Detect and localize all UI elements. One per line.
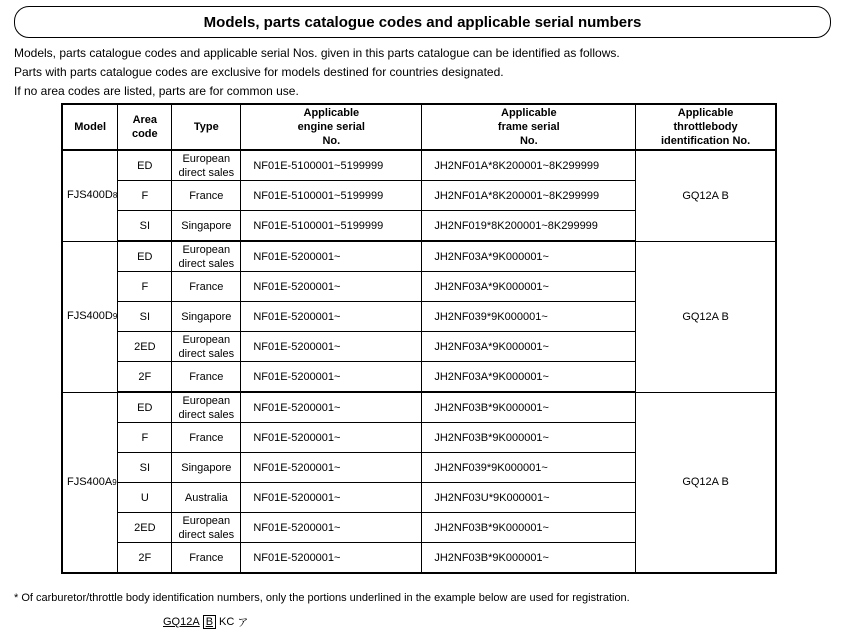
frame-serial-cell: JH2NF01A*8K200001~8K299999 <box>422 181 636 211</box>
page-title-box <box>14 6 831 38</box>
frame-serial-cell: JH2NF039*9K000001~ <box>422 302 636 332</box>
type-cell: European direct sales <box>172 332 241 362</box>
table-row <box>62 392 776 423</box>
header-frame-serial: Applicable frame serial No. <box>422 104 636 150</box>
frame-serial-cell: JH2NF03A*9K000001~ <box>422 332 636 362</box>
table-body <box>62 150 776 573</box>
engine-serial-cell: NF01E-5200001~ <box>241 332 422 362</box>
frame-serial-cell: JH2NF03A*9K000001~ <box>422 241 636 272</box>
footnote: * Of carburetor/throttle body identification numbers, only the portions underlined in the example below are used for registration. <box>14 592 630 604</box>
area-code-cell: 2ED <box>118 513 172 543</box>
throttlebody-id-cell: GQ12A B <box>636 392 776 573</box>
engine-serial-cell: NF01E-5100001~5199999 <box>241 211 422 242</box>
type-cell: European direct sales <box>172 392 241 423</box>
type-cell: France <box>172 423 241 453</box>
header-area-code: Area code <box>118 104 172 150</box>
area-code-cell: F <box>118 272 172 302</box>
page-title: Models, parts catalogue codes and applicable serial numbers <box>203 13 642 31</box>
table-header-row <box>62 104 776 150</box>
example-underlined-code: GQ12A <box>163 616 200 628</box>
type-cell: European direct sales <box>172 513 241 543</box>
area-code-cell: ED <box>118 150 172 181</box>
engine-serial-cell: NF01E-5200001~ <box>241 302 422 332</box>
type-cell: France <box>172 272 241 302</box>
intro-line-3: If no area codes are listed, parts are for common use. <box>14 84 299 98</box>
engine-serial-cell: NF01E-5200001~ <box>241 272 422 302</box>
area-code-cell: F <box>118 181 172 211</box>
engine-serial-cell: NF01E-5200001~ <box>241 513 422 543</box>
engine-serial-cell: NF01E-5200001~ <box>241 423 422 453</box>
engine-serial-cell: NF01E-5200001~ <box>241 483 422 513</box>
engine-serial-cell: NF01E-5200001~ <box>241 453 422 483</box>
model-cell: FJS400A9 <box>62 392 118 573</box>
model-cell: FJS400D8 <box>62 150 118 241</box>
frame-serial-cell: JH2NF03A*9K000001~ <box>422 272 636 302</box>
engine-serial-cell: NF01E-5200001~ <box>241 543 422 574</box>
engine-serial-cell: NF01E-5200001~ <box>241 241 422 272</box>
header-engine-serial: Applicable engine serial No. <box>241 104 422 150</box>
area-code-cell: 2F <box>118 543 172 574</box>
area-code-cell: F <box>118 423 172 453</box>
table-row <box>62 150 776 181</box>
engine-serial-cell: NF01E-5100001~5199999 <box>241 150 422 181</box>
table-row <box>62 241 776 272</box>
type-cell: European direct sales <box>172 150 241 181</box>
area-code-cell: 2ED <box>118 332 172 362</box>
throttle-id-example <box>163 614 248 630</box>
frame-serial-cell: JH2NF01A*8K200001~8K299999 <box>422 150 636 181</box>
model-cell: FJS400D9 <box>62 241 118 392</box>
type-cell: Singapore <box>172 211 241 242</box>
frame-serial-cell: JH2NF03B*9K000001~ <box>422 543 636 574</box>
type-cell: France <box>172 181 241 211</box>
type-cell: France <box>172 543 241 574</box>
frame-serial-cell: JH2NF03U*9K000001~ <box>422 483 636 513</box>
header-model: Model <box>62 104 118 150</box>
area-code-cell: SI <box>118 453 172 483</box>
area-code-cell: ED <box>118 392 172 423</box>
intro-line-2: Parts with parts catalogue codes are exclusive for models destined for countries designated. <box>14 65 504 79</box>
frame-serial-cell: JH2NF03B*9K000001~ <box>422 392 636 423</box>
serial-number-table <box>61 103 777 574</box>
type-cell: France <box>172 362 241 393</box>
frame-serial-cell: JH2NF03B*9K000001~ <box>422 513 636 543</box>
example-suffix: KC <box>219 616 235 628</box>
header-throttlebody-id: Applicable throttlebody identification No. <box>636 104 776 150</box>
throttlebody-id-cell: GQ12A B <box>636 150 776 241</box>
frame-serial-cell: JH2NF03B*9K000001~ <box>422 423 636 453</box>
intro-line-1: Models, parts catalogue codes and applicable serial Nos. given in this parts catalogue can be identified as follows. <box>14 46 620 60</box>
example-kana: ア <box>237 617 249 629</box>
header-type: Type <box>172 104 241 150</box>
frame-serial-cell: JH2NF019*8K200001~8K299999 <box>422 211 636 242</box>
engine-serial-cell: NF01E-5100001~5199999 <box>241 181 422 211</box>
frame-serial-cell: JH2NF039*9K000001~ <box>422 453 636 483</box>
type-cell: Singapore <box>172 302 241 332</box>
area-code-cell: SI <box>118 211 172 242</box>
area-code-cell: SI <box>118 302 172 332</box>
type-cell: Australia <box>172 483 241 513</box>
engine-serial-cell: NF01E-5200001~ <box>241 362 422 393</box>
type-cell: European direct sales <box>172 241 241 272</box>
area-code-cell: ED <box>118 241 172 272</box>
throttlebody-id-cell: GQ12A B <box>636 241 776 392</box>
frame-serial-cell: JH2NF03A*9K000001~ <box>422 362 636 393</box>
area-code-cell: U <box>118 483 172 513</box>
engine-serial-cell: NF01E-5200001~ <box>241 392 422 423</box>
type-cell: Singapore <box>172 453 241 483</box>
area-code-cell: 2F <box>118 362 172 393</box>
example-boxed-letter: B <box>203 615 216 629</box>
